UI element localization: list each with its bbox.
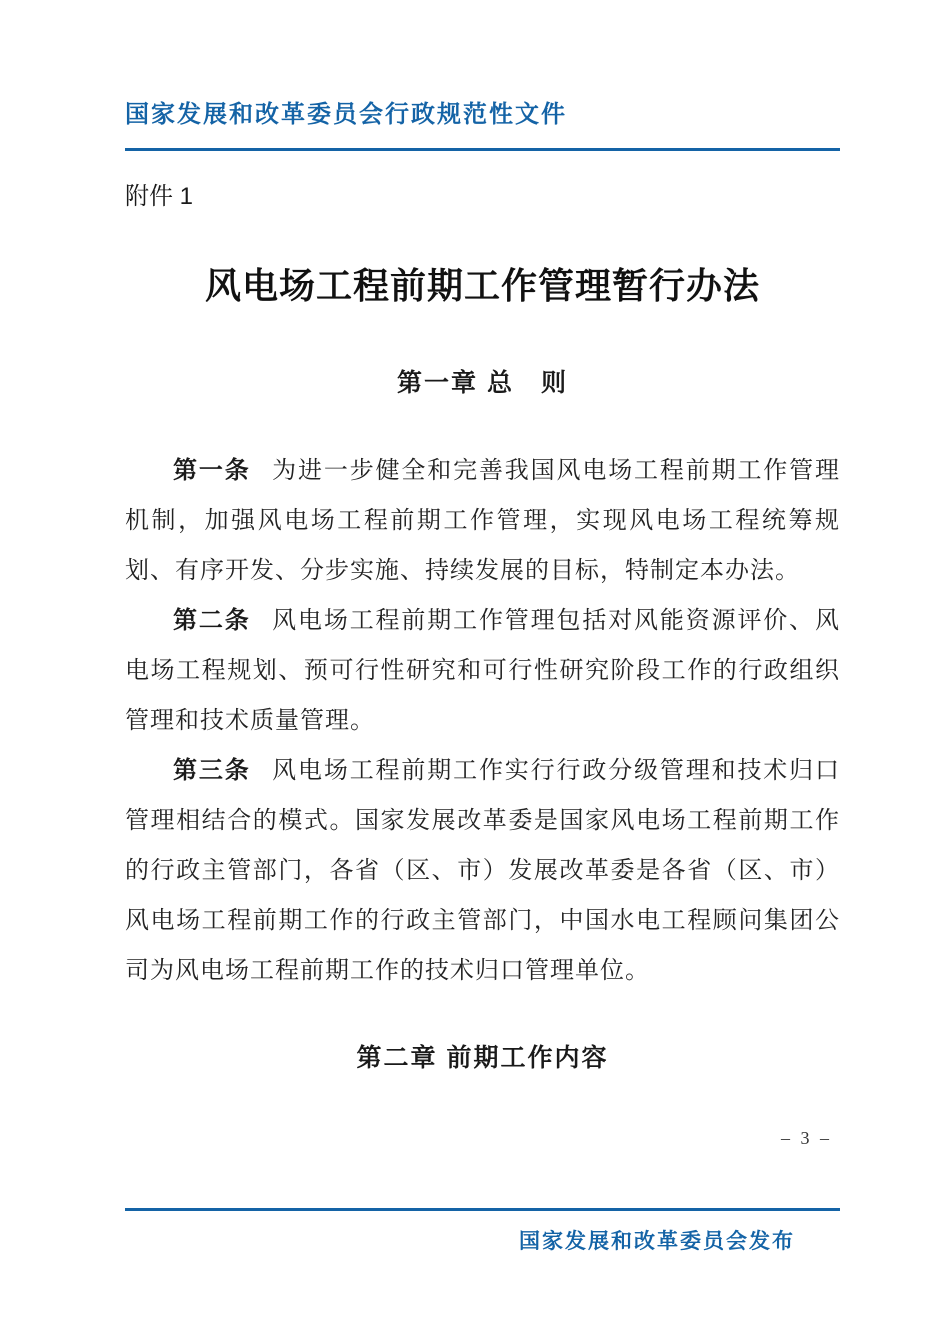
paragraph-article-3 [125, 746, 840, 996]
document-body [125, 446, 840, 996]
document-header [125, 100, 840, 151]
header-divider [125, 148, 840, 151]
document-footer [125, 1208, 840, 1255]
page-number: – 3 – [781, 1128, 832, 1148]
article-2-text: 风电场工程前期工作管理包括对风能资源评价、风电场工程规划、预可行性研究和可行性研究阶段工作的行政组织管理和技术质量管理。 [125, 608, 841, 734]
chapter-1-heading: 第一章 总 则 [397, 369, 568, 397]
article-3-number: 第三条 [173, 757, 251, 784]
chapter-2-heading: 第二章 前期工作内容 [356, 1044, 609, 1072]
article-1-number: 第一条 [173, 457, 251, 484]
footer-divider [125, 1208, 840, 1211]
paragraph-article-1 [125, 446, 840, 596]
article-2-number: 第二条 [173, 607, 251, 634]
article-1-text: 为进一步健全和完善我国风电场工程前期工作管理机制，加强风电场工程前期工作管理，实现风电场工程统筹规划、有序开发、分步实施、持续发展的目标，特制定本办法。 [125, 458, 841, 584]
article-3-text: 风电场工程前期工作实行行政分级管理和技术归口管理相结合的模式。国家发展改革委是国家风电场工程前期工作的行政主管部门，各省（区、市）发展改革委是各省（区、市）风电场工程前期工作的行政主管部门，中国水电工程顾问集团公司为风电场工程前期工作的技术归口管理单位。 [125, 758, 841, 984]
paragraph-article-2 [125, 596, 840, 746]
header-title: 国家发展和改革委员会行政规范性文件 [125, 101, 567, 128]
footer-publisher: 国家发展和改革委员会发布 [519, 1230, 795, 1253]
document-title: 风电场工程前期工作管理暂行办法 [204, 266, 760, 306]
attachment-label: 附件 1 [125, 183, 194, 210]
